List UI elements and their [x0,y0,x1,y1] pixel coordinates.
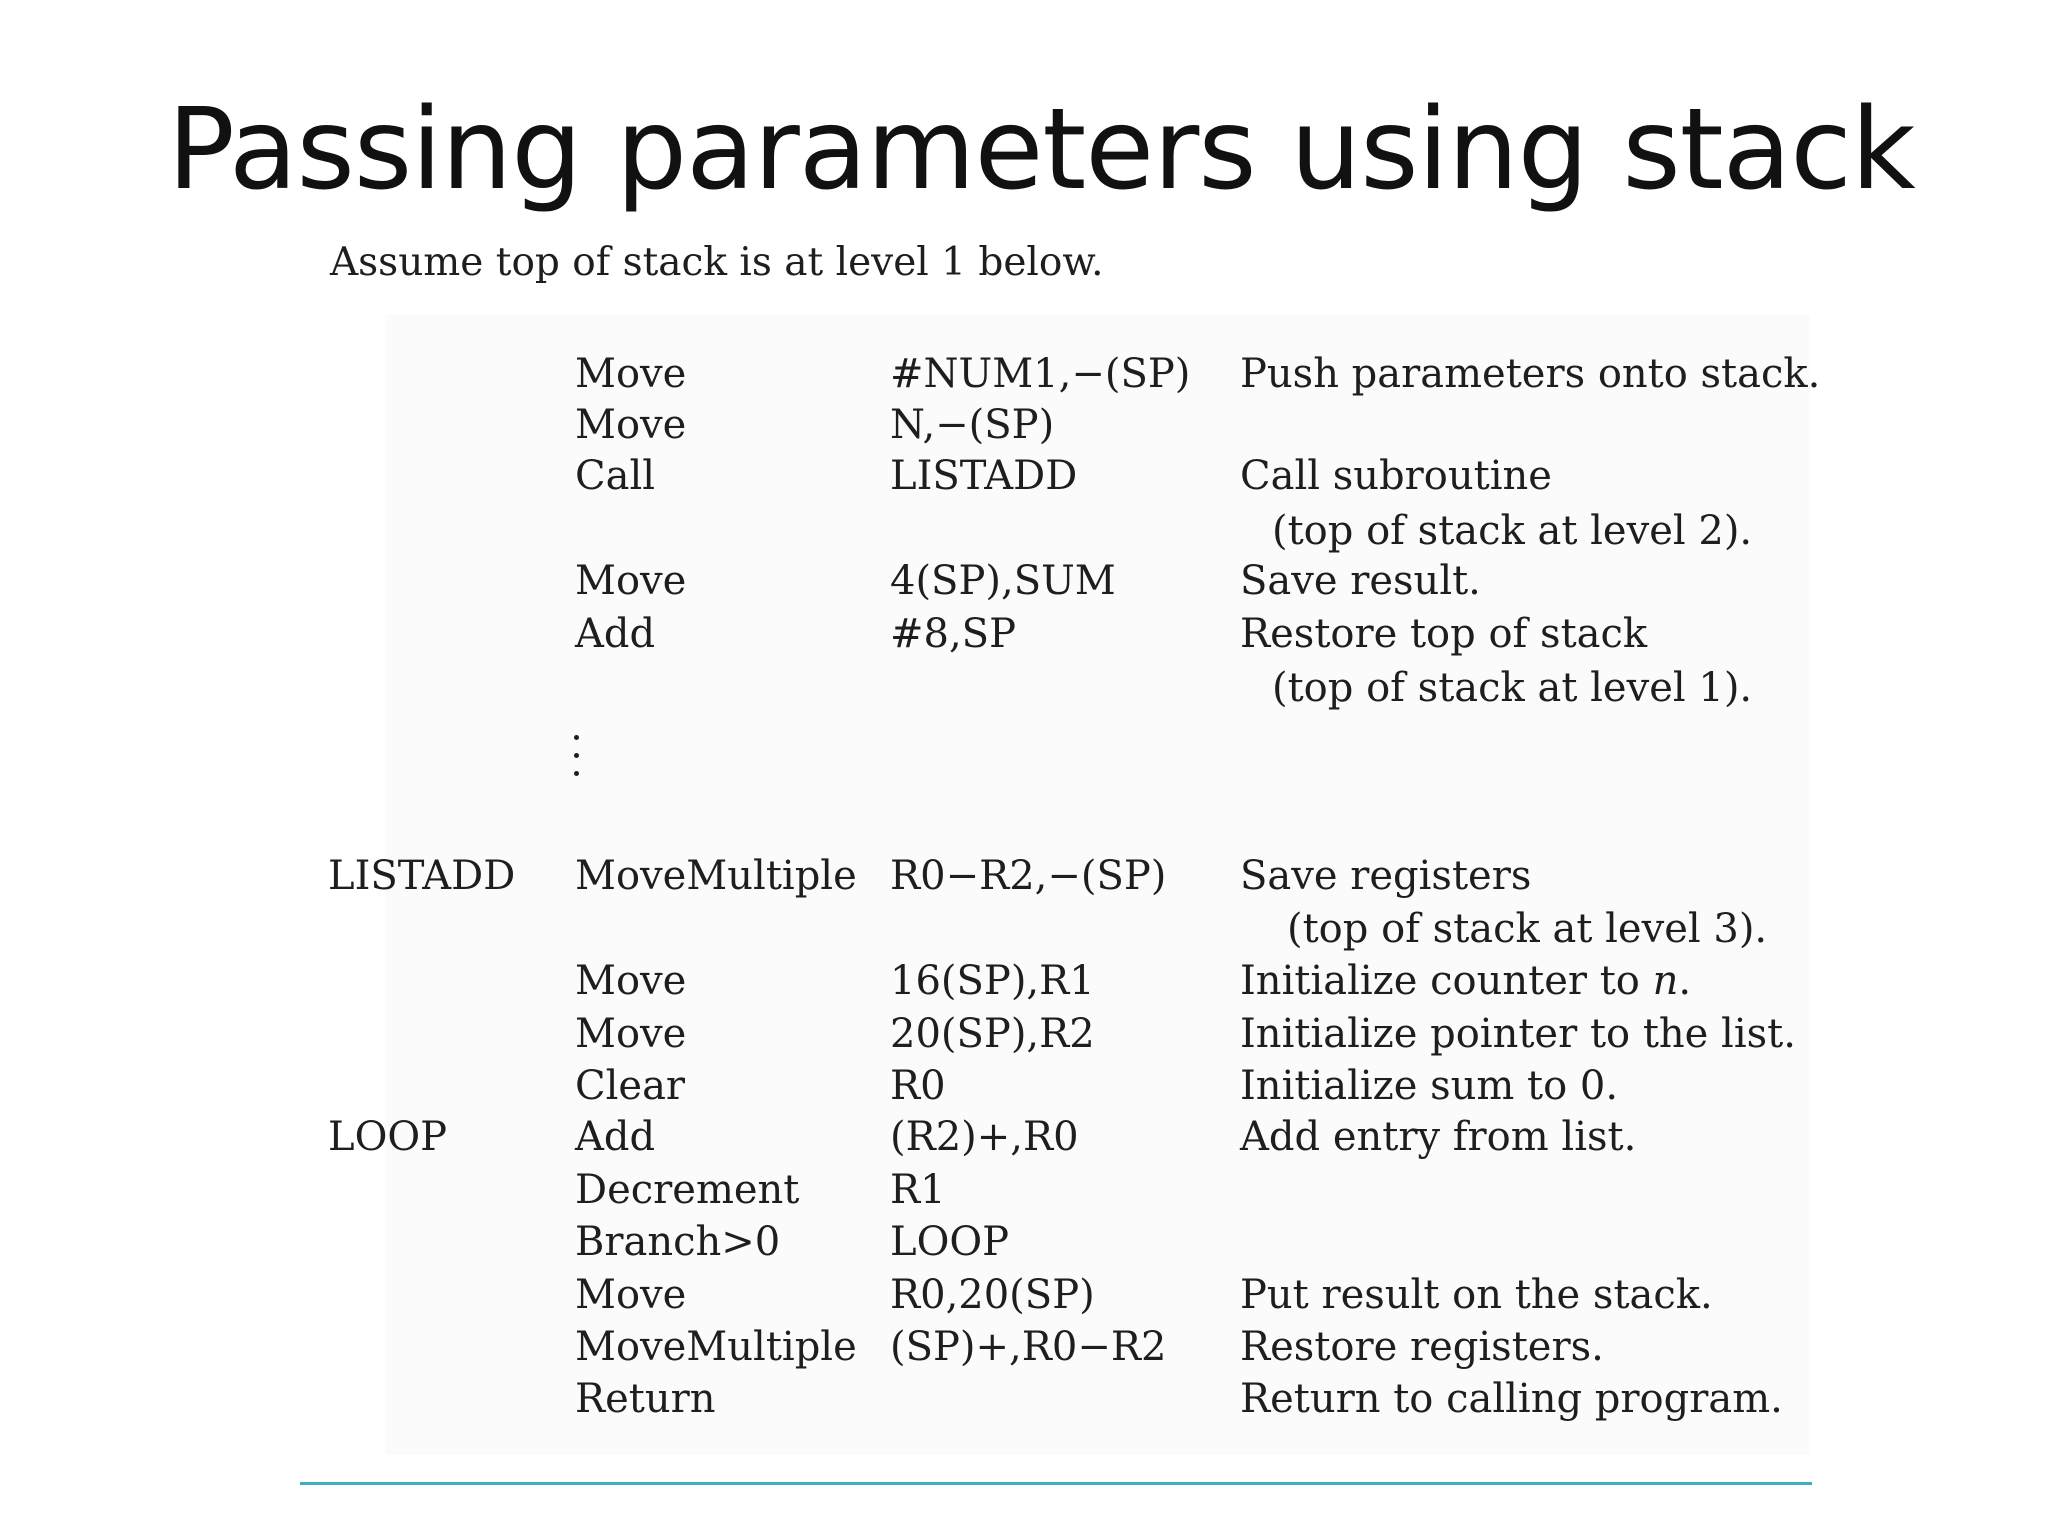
instruction-operands: 4(SP),SUM [890,558,1116,604]
instruction-operands: #8,SP [890,611,1016,657]
instruction-operands: 16(SP),R1 [890,958,1095,1004]
instruction-comment: Add entry from list. [1240,1114,1637,1160]
instruction-comment: Save registers [1240,853,1532,899]
instruction-comment-continued: (top of stack at level 3). [1287,906,1768,952]
instruction-op: Call [575,453,656,499]
instruction-op: Move [575,351,687,397]
instruction-op: Branch>0 [575,1219,781,1265]
instruction-comment: Call subroutine [1240,453,1552,499]
instruction-comment: Restore registers. [1240,1324,1604,1370]
instruction-op: Move [575,558,687,604]
slide-title: Passing parameters using stack [167,85,1915,215]
instruction-operands: #NUM1,−(SP) [890,351,1191,397]
instruction-op: Clear [575,1063,686,1109]
instruction-op: MoveMultiple [575,1324,857,1370]
instruction-comment: Save result. [1240,558,1481,604]
instruction-operands: (SP)+,R0−R2 [890,1324,1167,1370]
instruction-operands: N,−(SP) [890,402,1055,448]
instruction-op: Decrement [575,1167,800,1213]
instruction-comment-continued: (top of stack at level 2). [1272,508,1753,554]
instruction-op: Move [575,1272,687,1318]
instruction-comment: Initialize sum to 0. [1240,1063,1619,1109]
instruction-comment: Push parameters onto stack. [1240,351,1821,397]
instruction-comment: Return to calling program. [1240,1376,1783,1422]
instruction-comment-continued: (top of stack at level 1). [1272,665,1753,711]
instruction-operands: R0−R2,−(SP) [890,853,1167,899]
instruction-op: Move [575,1011,687,1057]
instruction-op: Move [575,958,687,1004]
instruction-op: Return [575,1376,716,1422]
instruction-operands: R1 [890,1167,946,1213]
instruction-comment: Put result on the stack. [1240,1272,1713,1318]
instruction-operands: (R2)+,R0 [890,1114,1079,1160]
instruction-operands: 20(SP),R2 [890,1011,1095,1057]
instruction-label: LOOP [328,1114,448,1160]
instruction-operands: R0 [890,1063,946,1109]
instruction-label: LISTADD [328,853,516,899]
footer-divider [300,1482,1812,1485]
intro-text: Assume top of stack is at level 1 below. [330,240,1104,285]
instruction-operands: R0,20(SP) [890,1272,1095,1318]
comment-text: Initialize counter to [1240,958,1640,1004]
instruction-comment: Restore top of stack [1240,611,1648,657]
vertical-ellipsis-icon [574,735,582,789]
instruction-comment [1240,957,1691,1005]
instruction-operands: LOOP [890,1219,1010,1265]
instruction-op: Move [575,402,687,448]
comment-variable: n [1652,958,1679,1004]
instruction-op: Add [575,1114,656,1160]
instruction-comment: Initialize pointer to the list. [1240,1011,1796,1057]
instruction-operands: LISTADD [890,453,1078,499]
comment-punctuation: . [1678,958,1692,1004]
instruction-op: MoveMultiple [575,853,857,899]
instruction-op: Add [575,611,656,657]
